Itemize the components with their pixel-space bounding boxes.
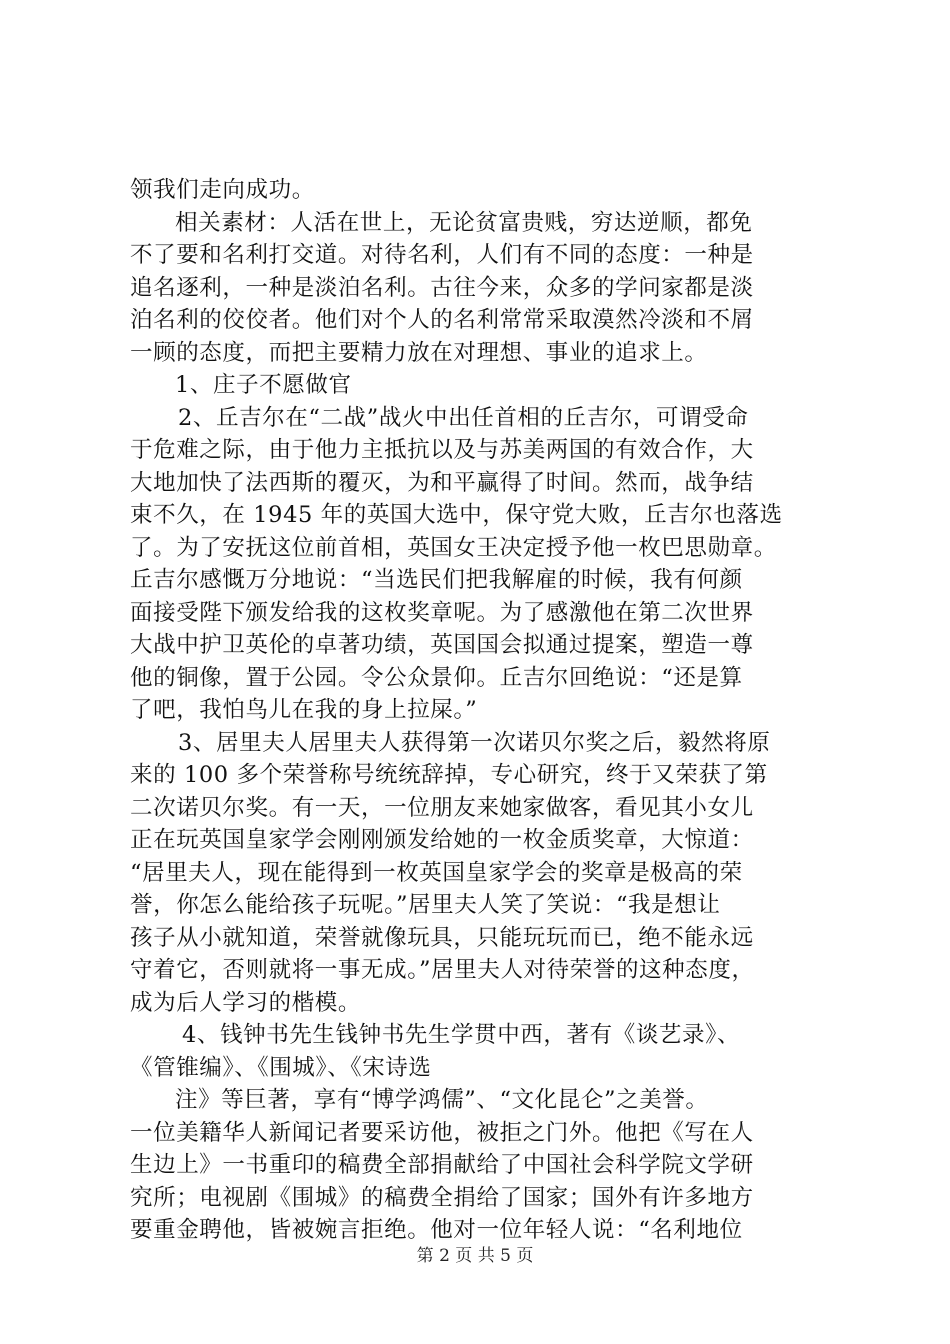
text-line: 来的 100 多个荣誉称号统统辞掉，专心研究，终于又荣获了第 — [130, 762, 768, 788]
text-line: 不了要和名利打交道。对待名利，人们有不同的态度：一种是 — [130, 242, 754, 268]
text-line: 领我们走向成功。 — [130, 177, 315, 203]
text-line: 大地加快了法西斯的覆灭，为和平赢得了时间。然而，战争结 — [130, 469, 754, 496]
text-line: 一顾的态度，而把主要精力放在对理想、事业的追求上。 — [130, 339, 708, 366]
text-line: 二次诺贝尔奖。有一天，一位朋友来她家做客，看见其小女儿 — [130, 794, 754, 821]
text-line: 追名逐利，一种是淡泊名利。古往今来，众多的学问家都是淡 — [130, 274, 754, 301]
text-line: 《管锥编》、《围城》、《宋诗选 — [130, 1054, 432, 1081]
text-line: 他的铜像，置于公园。令公众景仰。丘吉尔回绝说：“还是算 — [130, 664, 743, 691]
text-line: 4、钱钟书先生钱钟书先生学贯中西，著有《谈艺录》、 — [182, 1022, 741, 1048]
text-line: 生边上》一书重印的稿费全部捐献给了中国社会科学院文学研 — [130, 1152, 754, 1178]
text-line: 于危难之际，由于他力主抵抗以及与苏美两国的有效合作，大 — [130, 437, 754, 463]
document-body — [130, 174, 830, 1247]
text-line: 孩子从小就知道，荣誉就像玩具，只能玩玩而已，绝不能永远 — [130, 924, 754, 951]
page-footer: 第 2 页 共 5 页 — [416, 1246, 534, 1266]
text-line: 3、居里夫人居里夫人获得第一次诺贝尔奖之后，毅然将原 — [178, 729, 771, 756]
text-line: 1、庄子不愿做官 — [175, 372, 352, 398]
text-line: 誉，你怎么能给孩子玩呢。”居里夫人笑了笑说：“我是想让 — [130, 892, 721, 918]
text-line: 丘吉尔感慨万分地说：“当选民们把我解雇的时候，我有何颜 — [130, 567, 743, 593]
text-line: 守着它，否则就将一事无成。”居里夫人对待荣誉的这种态度， — [130, 957, 755, 983]
text-line: 相关素材：人活在世上，无论贫富贵贱，穷达逆顺，都免 — [175, 209, 753, 236]
text-line: 正在玩英国皇家学会刚刚颁发给她的一枚金质奖章，大惊道： — [130, 827, 754, 853]
text-line: 注》等巨著，享有“博学鸿儒”、“文化昆仑”之美誉。 — [175, 1087, 709, 1113]
text-line: 大战中护卫英伦的卓著功绩，英国国会拟通过提案，塑造一尊 — [130, 632, 754, 658]
text-line: 要重金聘他，皆被婉言拒绝。他对一位年轻人说：“名利地位 — [130, 1217, 743, 1243]
text-line: 一位美籍华人新闻记者要采访他，被拒之门外。他把《写在人 — [130, 1119, 754, 1146]
text-line: “居里夫人，现在能得到一枚英国皇家学会的奖章是极高的荣 — [130, 859, 743, 886]
text-line: 究所；电视剧《围城》的稿费全捐给了国家；国外有许多地方 — [130, 1184, 754, 1211]
text-line: 束不久，在 1945 年的英国大选中，保守党大败，丘吉尔也落选 — [130, 502, 783, 528]
text-line: 面接受陛下颁发给我的这枚奖章呢。为了感激他在第二次世界 — [130, 599, 754, 626]
text-line: 了吧，我怕鸟儿在我的身上拉屎。” — [130, 697, 478, 723]
text-line: 成为后人学习的楷模。 — [130, 989, 362, 1016]
text-line: 2、丘吉尔在“二战”战火中出任首相的丘吉尔，可谓受命 — [178, 404, 749, 431]
text-line: 了。为了安抚这位前首相，英国女王决定授予他一枚巴思勋章。 — [130, 534, 777, 561]
text-line: 泊名利的佼佼者。他们对个人的名利常常采取漠然冷淡和不屑 — [130, 307, 754, 333]
